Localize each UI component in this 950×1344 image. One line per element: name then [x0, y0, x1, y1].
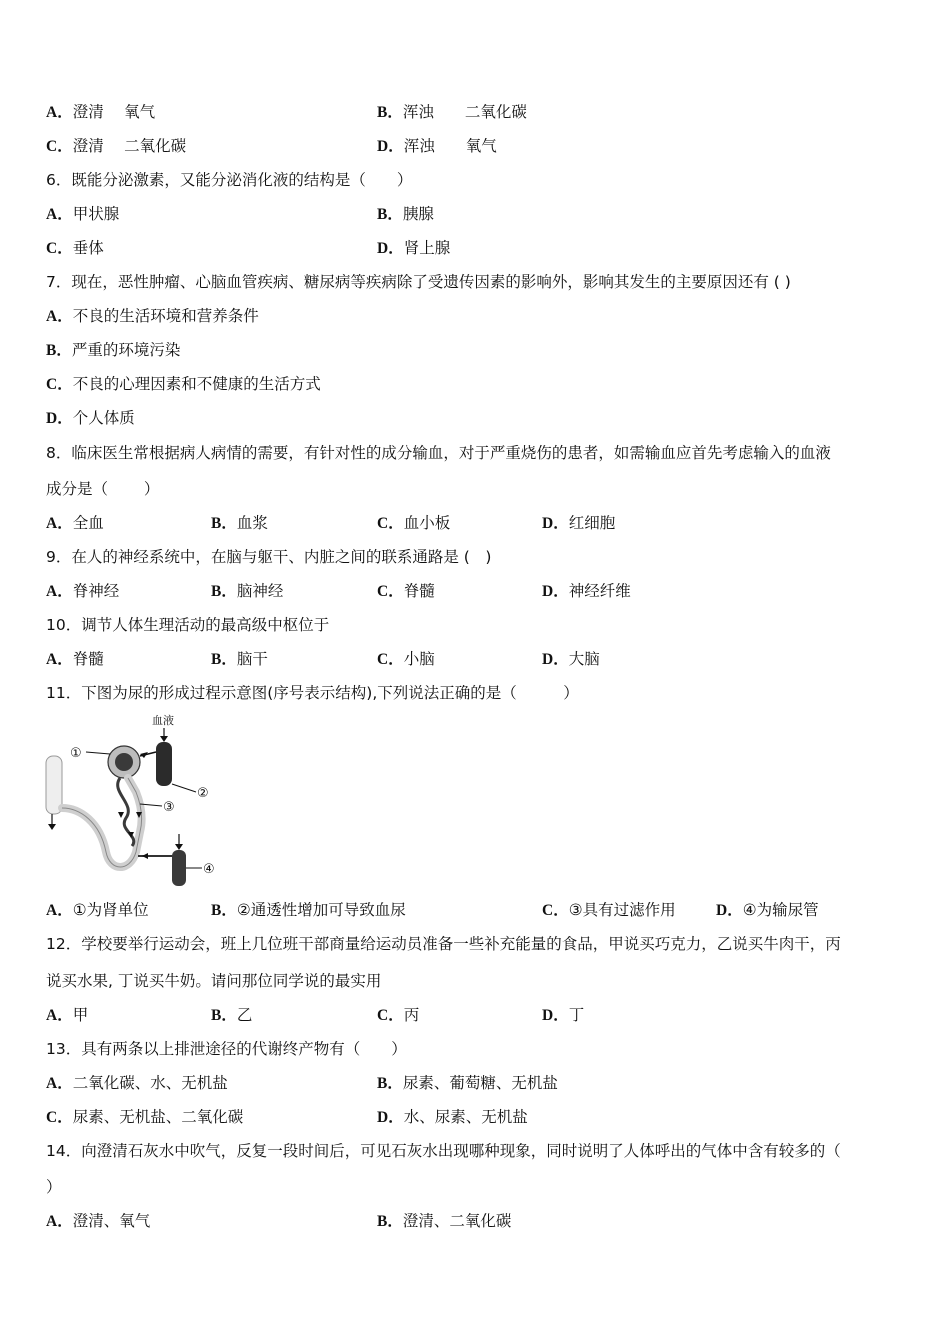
arrow-head	[175, 844, 183, 850]
blood-label: 血液	[152, 714, 174, 727]
q12-option-c	[377, 1005, 419, 1026]
option-label: C．	[46, 376, 73, 393]
arrow-head	[142, 853, 148, 859]
option-text: 个人体质	[72, 409, 135, 427]
q6-option-d	[377, 238, 450, 259]
option-text: 尿素、无机盐、二氧化碳	[72, 1108, 244, 1126]
option-text: 澄清、氧气	[72, 1212, 151, 1230]
q8-option-a	[46, 513, 104, 534]
q9-option-c	[377, 581, 435, 602]
q13-option-a	[46, 1073, 228, 1094]
glomerulus	[115, 753, 133, 771]
option-text: ④为输尿管	[742, 901, 819, 919]
option-label: D．	[542, 651, 569, 668]
q10-option-c	[377, 649, 435, 670]
question-9-stem: 9．在人的神经系统中，在脑与躯干、内脏之间的联系通路是 ( )	[46, 548, 492, 566]
q13-option-d	[377, 1107, 528, 1128]
option-label: D．	[46, 410, 73, 427]
q12-option-d	[542, 1005, 584, 1026]
q6-option-a	[46, 204, 119, 225]
q7-option-d	[46, 408, 135, 429]
option-label: B．	[377, 104, 403, 121]
option-label: B．	[211, 515, 237, 532]
option-label: A．	[46, 308, 73, 325]
question-8-stem: 8．临床医生常根据病人病情的需要，有针对性的成分输血，对于严重烧伤的患者，如需输血应首先考虑输入的血液	[46, 444, 831, 462]
q8-option-d	[542, 513, 615, 534]
option-label: C．	[377, 1007, 404, 1024]
q9-option-a	[46, 581, 119, 602]
arrow-head	[48, 824, 56, 830]
option-label: B．	[377, 1213, 403, 1230]
q11-option-c	[542, 900, 676, 921]
option-text: ①为肾单位	[72, 901, 149, 919]
option-label: B．	[211, 1007, 237, 1024]
option-text: ③具有过滤作用	[568, 901, 676, 919]
q9-option-d	[542, 581, 631, 602]
option-label: C．	[377, 515, 404, 532]
option-label: B．	[377, 206, 403, 223]
option-label: A．	[46, 206, 73, 223]
marker-4: ④	[203, 862, 215, 877]
q8-option-b	[211, 513, 268, 534]
option-label: D．	[542, 583, 569, 600]
option-b	[377, 102, 527, 123]
option-text: 大脑	[568, 650, 600, 668]
nephron-illustration	[40, 712, 230, 892]
q7-option-a	[46, 306, 259, 327]
option-label: A．	[46, 1007, 73, 1024]
q11-option-b	[211, 900, 406, 921]
renal-tubule	[62, 778, 142, 867]
arrow-head	[160, 736, 168, 742]
q7-option-b	[46, 340, 180, 361]
option-label: D．	[377, 240, 404, 257]
option-text: 甲状腺	[72, 205, 120, 223]
q13-option-c	[46, 1107, 243, 1128]
question-6-stem: 6．既能分泌激素，又能分泌消化液的结构是（ ）	[46, 171, 413, 189]
option-label: B．	[211, 583, 237, 600]
option-label: B．	[377, 1075, 403, 1092]
q10-option-b	[211, 649, 268, 670]
option-text: 丙	[403, 1006, 420, 1024]
option-label: A．	[46, 1075, 73, 1092]
marker-3: ③	[163, 800, 175, 815]
q10-option-a	[46, 649, 104, 670]
option-text: 脊髓	[72, 650, 104, 668]
option-label: B．	[46, 342, 72, 359]
question-12-stem-cont: 说买水果, 丁说买牛奶。请问那位同学说的最实用	[46, 972, 382, 990]
option-text: 澄清 二氧化碳	[72, 137, 187, 155]
q10-option-d	[542, 649, 600, 670]
option-text: ②通透性增加可导致血尿	[236, 901, 406, 919]
marker-2: ②	[197, 786, 209, 801]
question-13-stem: 13．具有两条以上排泄途径的代谢终产物有（ ）	[46, 1040, 407, 1058]
question-12-stem: 12．学校要举行运动会，班上几位班干部商量给运动员准备一些补充能量的食品，甲说买巧克力，乙说买牛肉干，丙	[46, 935, 841, 953]
option-label: A．	[46, 902, 73, 919]
option-text: 乙	[236, 1006, 253, 1024]
q11-option-d	[716, 900, 819, 921]
option-text: 小脑	[403, 650, 435, 668]
option-text: 不良的心理因素和不健康的生活方式	[72, 375, 321, 393]
option-text: 不良的生活环境和营养条件	[72, 307, 259, 325]
question-7-stem: 7．现在，恶性肿瘤、心脑血管疾病、糖尿病等疾病除了受遗传因素的影响外，影响其发生的主要原因还有 ( )	[46, 273, 791, 291]
option-text: 尿素、葡萄糖、无机盐	[402, 1074, 558, 1092]
urine-formation-diagram	[40, 712, 230, 892]
arrow-head	[118, 812, 124, 818]
option-text: 血小板	[403, 514, 451, 532]
blood-vessel-4	[172, 850, 186, 886]
question-14-stem: 14．向澄清石灰水中吹气，反复一段时间后，可见石灰水出现哪种现象，同时说明了人体呼出的气体中含有较多的（	[46, 1142, 841, 1160]
q12-option-a	[46, 1005, 88, 1026]
option-label: A．	[46, 1213, 73, 1230]
option-text: 脊髓	[403, 582, 435, 600]
leader-line-1	[86, 752, 110, 754]
option-text: 垂体	[72, 239, 104, 257]
option-label: D．	[542, 515, 569, 532]
option-text: 严重的环境污染	[71, 341, 181, 359]
option-text: 浑浊 二氧化碳	[402, 103, 527, 121]
option-label: C．	[377, 583, 404, 600]
question-14-stem-cont: ）	[46, 1178, 62, 1196]
option-text: 全血	[72, 514, 104, 532]
blood-vessel-2	[156, 742, 172, 786]
option-label: B．	[211, 902, 237, 919]
option-c	[46, 136, 186, 157]
option-text: 二氧化碳、水、无机盐	[72, 1074, 228, 1092]
option-a	[46, 102, 155, 123]
option-label: D．	[377, 138, 404, 155]
option-text: 澄清、二氧化碳	[402, 1212, 512, 1230]
question-8-stem-cont: 成分是（ ）	[46, 480, 160, 498]
option-text: 水、尿素、无机盐	[403, 1108, 528, 1126]
q7-option-c	[46, 374, 321, 395]
option-label: A．	[46, 583, 73, 600]
option-text: 丁	[568, 1006, 585, 1024]
option-text: 脊神经	[72, 582, 120, 600]
option-text: 脑神经	[236, 582, 284, 600]
question-10-stem: 10．调节人体生理活动的最高级中枢位于	[46, 616, 330, 634]
q14-option-b	[377, 1211, 511, 1232]
option-label: A．	[46, 515, 73, 532]
option-label: C．	[542, 902, 569, 919]
option-label: B．	[211, 651, 237, 668]
option-text: 肾上腺	[403, 239, 451, 257]
option-label: C．	[377, 651, 404, 668]
option-label: C．	[46, 138, 73, 155]
q14-option-a	[46, 1211, 150, 1232]
option-text: 甲	[72, 1006, 89, 1024]
option-text: 红细胞	[568, 514, 616, 532]
option-label: A．	[46, 651, 73, 668]
option-text: 胰腺	[402, 205, 434, 223]
q8-option-c	[377, 513, 450, 534]
option-text: 澄清 氧气	[72, 103, 156, 121]
option-d	[377, 136, 497, 157]
option-label: C．	[46, 240, 73, 257]
q6-option-b	[377, 204, 434, 225]
option-text: 脑干	[236, 650, 268, 668]
option-text: 神经纤维	[568, 582, 631, 600]
q9-option-b	[211, 581, 283, 602]
q12-option-b	[211, 1005, 252, 1026]
marker-1: ①	[70, 746, 82, 761]
leader-line-2	[172, 784, 196, 792]
option-label: D．	[716, 902, 743, 919]
q6-option-c	[46, 238, 104, 259]
tubule-outline	[62, 778, 142, 867]
option-label: A．	[46, 104, 73, 121]
option-label: C．	[46, 1109, 73, 1126]
q11-option-a	[46, 900, 149, 921]
question-11-stem: 11．下图为尿的形成过程示意图(序号表示结构),下列说法正确的是（ ）	[46, 684, 579, 702]
option-label: D．	[542, 1007, 569, 1024]
option-label: D．	[377, 1109, 404, 1126]
q13-option-b	[377, 1073, 558, 1094]
option-text: 浑浊 氧气	[403, 137, 497, 155]
option-text: 血浆	[236, 514, 268, 532]
